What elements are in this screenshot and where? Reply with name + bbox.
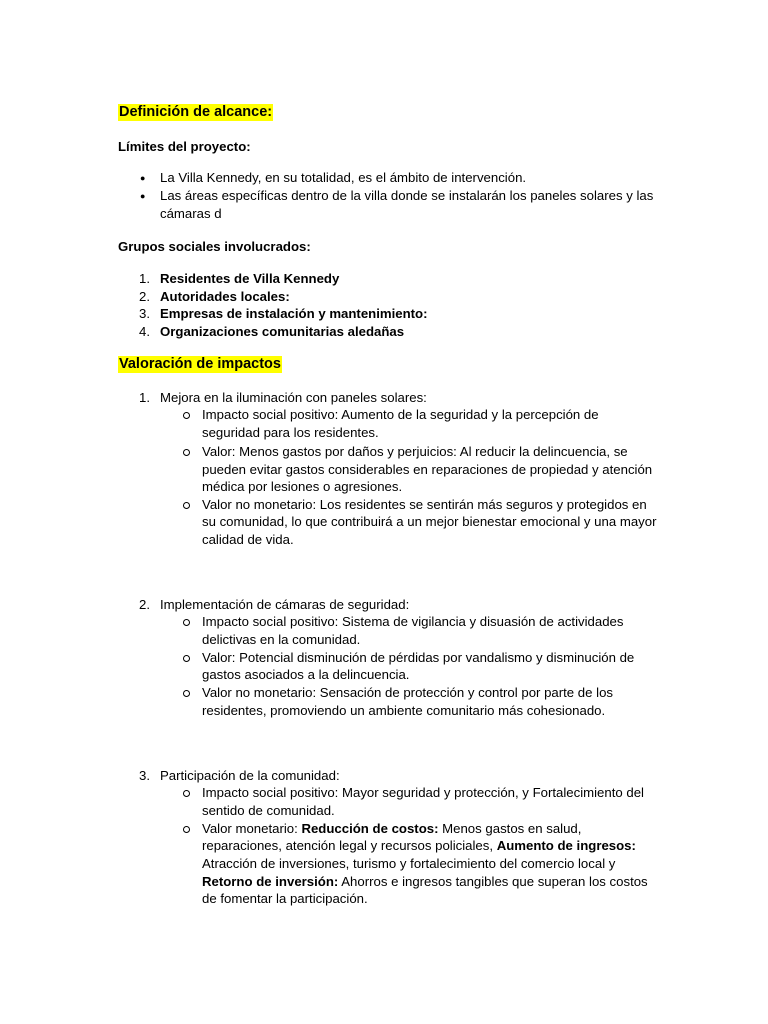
impact-subitem: médica por lesiones o agresiones.	[202, 479, 403, 494]
grupo-item: Autoridades locales:	[160, 289, 290, 304]
circle-bullet-icon	[183, 412, 190, 419]
circle-bullet-icon	[183, 449, 190, 456]
impact-subitem: Valor: Menos gastos por daños y perjuicios: Al reducir la delincuencia, se	[202, 444, 628, 459]
impact-subitem-line: reparaciones, atención legal y recursos policiales, Aumento de ingresos:	[202, 838, 636, 853]
limites-item: La Villa Kennedy, en su totalidad, es el ámbito de intervención.	[160, 170, 527, 185]
impact-subitem: Impacto social positivo: Aumento de la seguridad y la percepción de	[202, 407, 599, 422]
impact-subitem: delictivas en la comunidad.	[202, 632, 361, 647]
impact-title: Participación de la comunidad:	[160, 768, 340, 783]
grupo-item: Organizaciones comunitarias aledañas	[160, 324, 405, 339]
list-number: 2.	[139, 289, 150, 304]
impact-subitem-line: Atracción de inversiones, turismo y fortalecimiento del comercio local y	[202, 856, 616, 871]
impact-subitem: su comunidad, lo que contribuirá a un mejor bienestar emocional y una mayor	[202, 514, 657, 529]
grupo-item: Residentes de Villa Kennedy	[160, 271, 340, 286]
impact-subitem: calidad de vida.	[202, 532, 294, 547]
impact-subitem-line: Retorno de inversión: Ahorros e ingresos tangibles que superan los costos	[202, 874, 648, 889]
impact-subitem: Impacto social positivo: Sistema de vigilancia y disuasión de actividades	[202, 614, 624, 629]
circle-bullet-icon	[183, 502, 190, 509]
impact-subitem: Valor no monetario: Sensación de protección y control por parte de los	[202, 685, 614, 700]
limites-item-continued: cámaras d	[160, 206, 222, 221]
list-number: 1.	[139, 390, 150, 405]
impact-subitem: seguridad para los residentes.	[202, 425, 379, 440]
list-number: 4.	[139, 324, 150, 339]
list-number: 1.	[139, 271, 150, 286]
list-number: 3.	[139, 306, 150, 321]
limites-item: Las áreas específicas dentro de la villa donde se instalarán los paneles solares y las	[160, 188, 654, 203]
impact-subitem-line: de fomentar la participación.	[202, 891, 368, 906]
impact-subitem: gastos asociados a la delincuencia.	[202, 667, 410, 682]
bullet-icon: ●	[140, 191, 146, 201]
list-number: 3.	[139, 768, 150, 783]
grupos-title: Grupos sociales involucrados:	[118, 239, 311, 254]
grupo-item: Empresas de instalación y mantenimiento:	[160, 306, 428, 321]
circle-bullet-icon	[183, 790, 190, 797]
list-number: 2.	[139, 597, 150, 612]
impact-title: Implementación de cámaras de seguridad:	[160, 597, 410, 612]
circle-bullet-icon	[183, 826, 190, 833]
impact-title: Mejora en la iluminación con paneles solares:	[160, 390, 427, 405]
circle-bullet-icon	[183, 690, 190, 697]
bullet-icon: ●	[140, 173, 146, 183]
impact-subitem: Valor: Potencial disminución de pérdidas por vandalismo y disminución de	[202, 650, 635, 665]
circle-bullet-icon	[183, 619, 190, 626]
impact-subitem: pueden evitar gastos considerables en reparaciones de propiedad y atención	[202, 462, 653, 477]
circle-bullet-icon	[183, 655, 190, 662]
impact-subitem: residentes, promoviendo un ambiente comunitario más cohesionado.	[202, 703, 606, 718]
section-heading-alcance: Definición de alcance:	[119, 104, 273, 120]
impact-subitem-line: Valor monetario: Reducción de costos: Menos gastos en salud,	[202, 821, 582, 836]
section-heading-impactos: Valoración de impactos	[119, 356, 281, 372]
impact-subitem: Impacto social positivo: Mayor seguridad y protección, y Fortalecimiento del	[202, 785, 644, 800]
impact-subitem: Valor no monetario: Los residentes se sentirán más seguros y protegidos en	[202, 497, 647, 512]
limites-title: Límites del proyecto:	[118, 139, 251, 154]
impact-subitem: sentido de comunidad.	[202, 803, 335, 818]
